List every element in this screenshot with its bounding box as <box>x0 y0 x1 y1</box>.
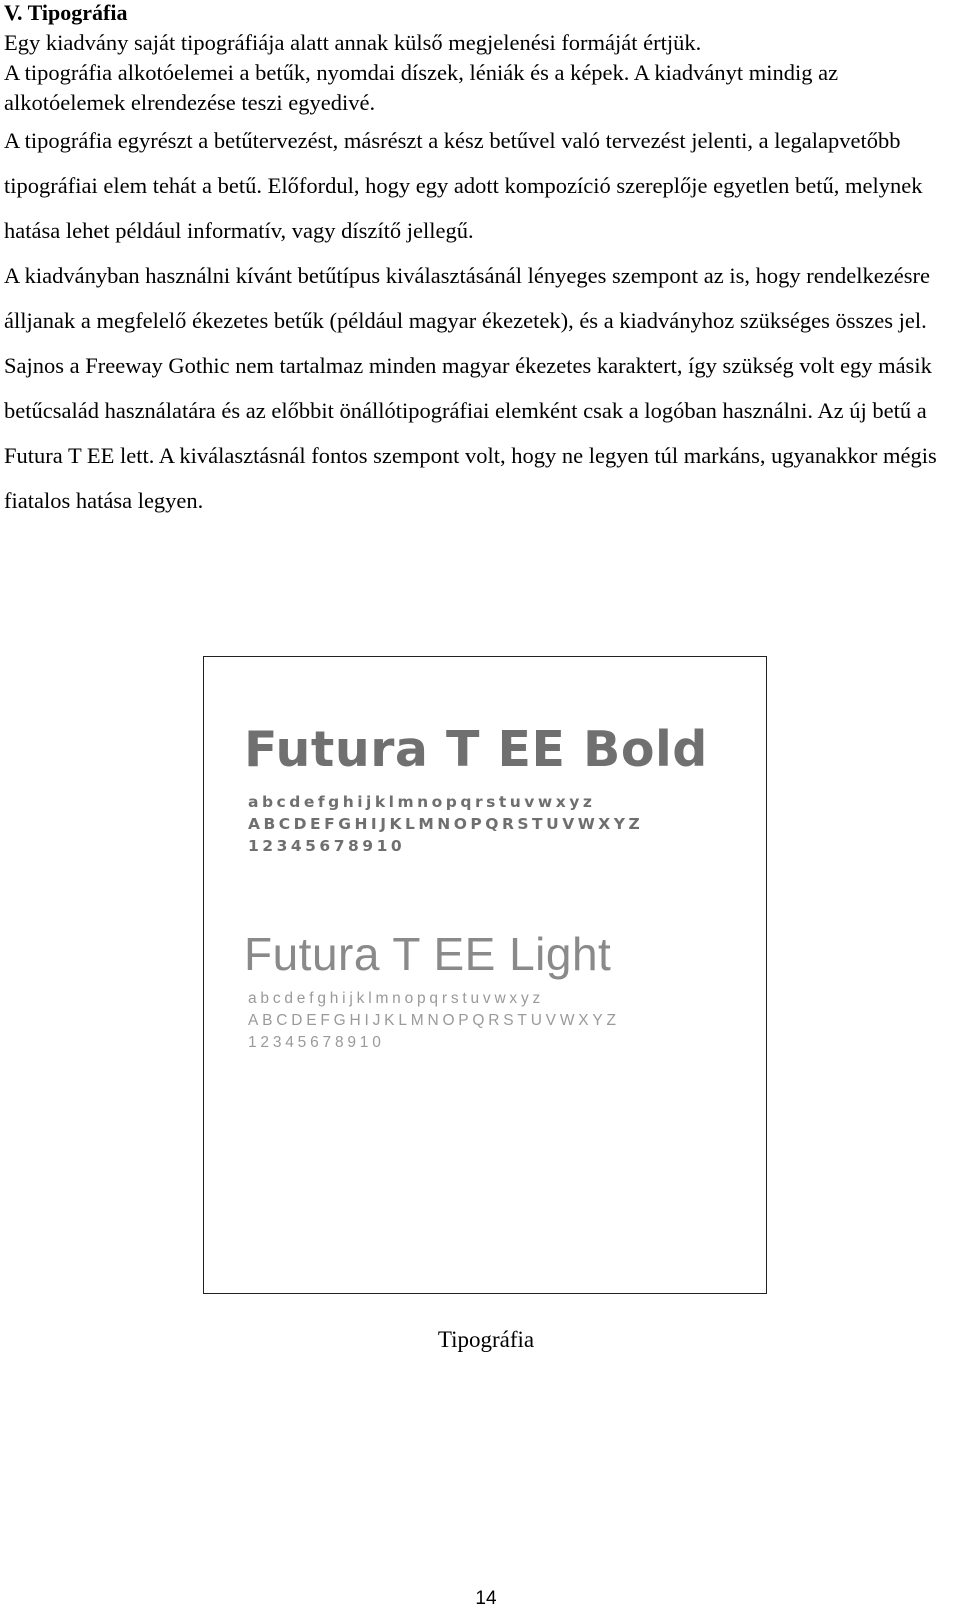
paragraph-font-choice: Sajnos a Freeway Gothic nem tartalmaz minden magyar ékezetes karaktert, így szükség volt egy másik betűcsalád használatára és az előbbit önállótipográfiai elemként csak a logóban használni. Az új betű a Futura T EE lett. A kiválasztásnál fontos szempont volt, hogy ne legyen túl markáns, ugyanakkor mégis fiatalos hatása legyen. <box>4 353 937 513</box>
bold-digits-sample: 12345678910 <box>248 837 406 855</box>
light-digits-sample: 12345678910 <box>248 1034 385 1051</box>
bold-uppercase-sample: ABCDEFGHIJKLMNOPQRSTUVWXYZ <box>248 815 644 833</box>
section-heading: V. Tipográfia <box>4 0 128 25</box>
body-text <box>4 28 956 523</box>
page-number: 14 <box>475 1588 497 1609</box>
light-lowercase-sample: abcdefghijklmnopqrstuvwxyz <box>248 990 545 1007</box>
bold-font-title: Futura T EE Bold <box>244 721 708 778</box>
light-font-title: Futura T EE Light <box>244 928 612 980</box>
paragraph-elements: A tipográfia alkotóelemei a betűk, nyomdai díszek, léniák és a képek. A kiadványt mindig az alkotóelemek elrendezése teszi egyedivé. <box>4 60 839 115</box>
paragraph-font-selection: A kiadványban használni kívánt betűtípus kiválasztásánál lényeges szempont az is, hogy rendelkezésre álljanak a megfelelő ékezetes betűk (például magyar ékezetek), és a kiadványhoz szükséges összes jel. <box>4 263 930 333</box>
font-specimen-figure <box>203 656 767 1294</box>
figure-caption: Tipográfia <box>437 1327 535 1352</box>
light-uppercase-sample: ABCDEFGHIJKLMNOPQRSTUVWXYZ <box>248 1012 620 1029</box>
paragraph-typography-definition: A tipográfia egyrészt a betűtervezést, másrészt a kész betűvel való tervezést jelenti, a legalapvetőbb tipográfiai elem tehát a betű. Előfordul, hogy egy adott kompozíció szereplője egyetlen betű, melynek hatása lehet például informatív, vagy díszítő jellegű. <box>4 128 923 243</box>
paragraph-intro: Egy kiadvány saját tipográfiája alatt annak külső megjelenési formáját értjük. <box>4 30 702 55</box>
bold-lowercase-sample: abcdefghijklmnopqrstuvwxyz <box>248 793 596 811</box>
